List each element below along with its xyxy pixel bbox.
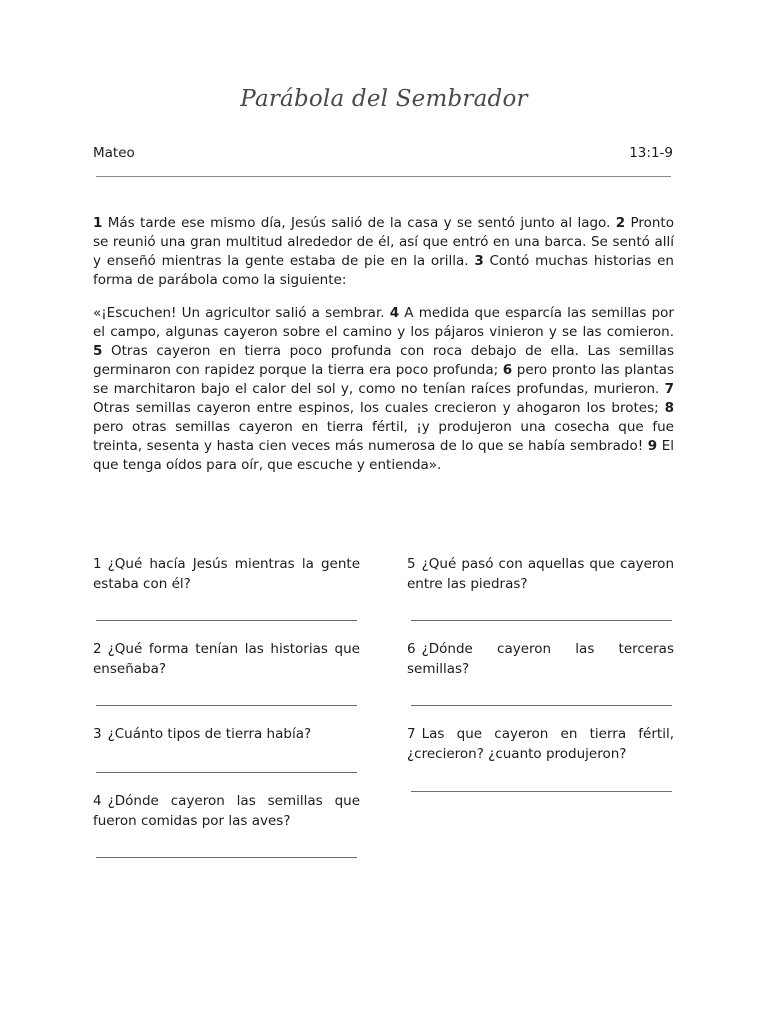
question-number: 1 <box>93 556 102 572</box>
passage-paragraph-2 <box>93 304 674 475</box>
verse-text: pero otras semillas cayeron en tierra fértil, ¡y produjeron una cosecha que fue treinta, sesenta y hasta cien veces más numerosa de lo que se había sembrado! <box>93 419 674 454</box>
question-text: ¿Dónde cayeron las terceras semillas? <box>407 641 674 677</box>
question-text: ¿Qué pasó con aquellas que cayeron entre las piedras? <box>407 556 674 592</box>
question-number: 7 <box>407 726 416 742</box>
verse-number: 2 <box>615 215 626 231</box>
verse-number: 9 <box>647 438 658 454</box>
verse-number: 4 <box>389 305 400 321</box>
verse-number: 3 <box>474 253 484 269</box>
question-text: Las que cayeron en tierra fértil, ¿crecieron? ¿cuanto produjeron? <box>407 726 674 762</box>
answer-line-3[interactable] <box>96 772 357 773</box>
question-text: ¿Dónde cayeron las semillas que fueron comidas por las aves? <box>93 793 360 829</box>
verse-text: Pronto se reunió una gran multitud alrededor de él, así que entró en una barca. Se sentó allí y enseñó mientras la gente estaba de pie en la orilla. <box>93 215 674 269</box>
verse-text: A medida que esparcía las semillas por el campo, algunas cayeron sobre el camino y los pájaros vinieron y se las comieron. <box>93 305 674 340</box>
verse-text: El que tenga oídos para oír, que escuche y entienda». <box>93 438 675 473</box>
verse-text: Más tarde ese mismo día, Jesús salió de la casa y se sentó junto al lago. <box>102 215 616 231</box>
question-number: 4 <box>93 793 102 809</box>
question-3 <box>93 725 360 745</box>
answer-line-5[interactable] <box>411 620 672 621</box>
passage-paragraph-1 <box>93 214 674 290</box>
question-number: 3 <box>93 726 102 742</box>
question-1 <box>93 555 360 594</box>
question-number: 5 <box>407 556 416 572</box>
question-text: ¿Cuánto tipos de tierra había? <box>107 726 312 742</box>
question-number: 2 <box>93 641 102 657</box>
verse-number: 5 <box>93 343 103 359</box>
reference-book: Mateo <box>93 145 135 161</box>
answer-line-7[interactable] <box>411 791 672 792</box>
verse-text: Otras cayeron en tierra poco profunda con roca debajo de ella. Las semillas germinaron con rapidez porque la tierra era poco profunda; <box>93 343 674 378</box>
answer-line-2[interactable] <box>96 705 357 706</box>
worksheet-title: Parábola del Sembrador <box>240 86 528 112</box>
question-text: ¿Qué forma tenían las historias que enseñaba? <box>93 641 360 677</box>
question-5 <box>407 555 674 594</box>
question-7 <box>407 725 674 764</box>
reference-verses: 13:1-9 <box>629 145 673 161</box>
verse-text: «¡Escuchen! Un agricultor salió a sembrar. <box>93 305 390 321</box>
verse-text: Otras semillas cayeron entre espinos, los cuales crecieron y ahogaron los brotes; <box>93 400 665 416</box>
header-divider <box>96 176 671 177</box>
verse-text: Contó muchas historias en forma de parábola como la siguiente: <box>93 253 674 288</box>
answer-line-6[interactable] <box>411 705 672 706</box>
question-6 <box>407 640 674 679</box>
verse-text: pero pronto las plantas se marchitaron bajo el calor del sol y, como no tenían raíces profundas, murieron. <box>93 362 674 397</box>
question-text: ¿Qué hacía Jesús mientras la gente estaba con él? <box>93 556 360 592</box>
verse-number: 6 <box>502 362 513 378</box>
verse-number: 8 <box>664 400 674 416</box>
question-2 <box>93 640 360 679</box>
answer-line-4[interactable] <box>96 857 357 858</box>
answer-line-1[interactable] <box>96 620 357 621</box>
question-number: 6 <box>407 641 416 657</box>
verse-number: 1 <box>93 215 103 231</box>
verse-number: 7 <box>664 381 674 397</box>
question-4 <box>93 792 360 831</box>
